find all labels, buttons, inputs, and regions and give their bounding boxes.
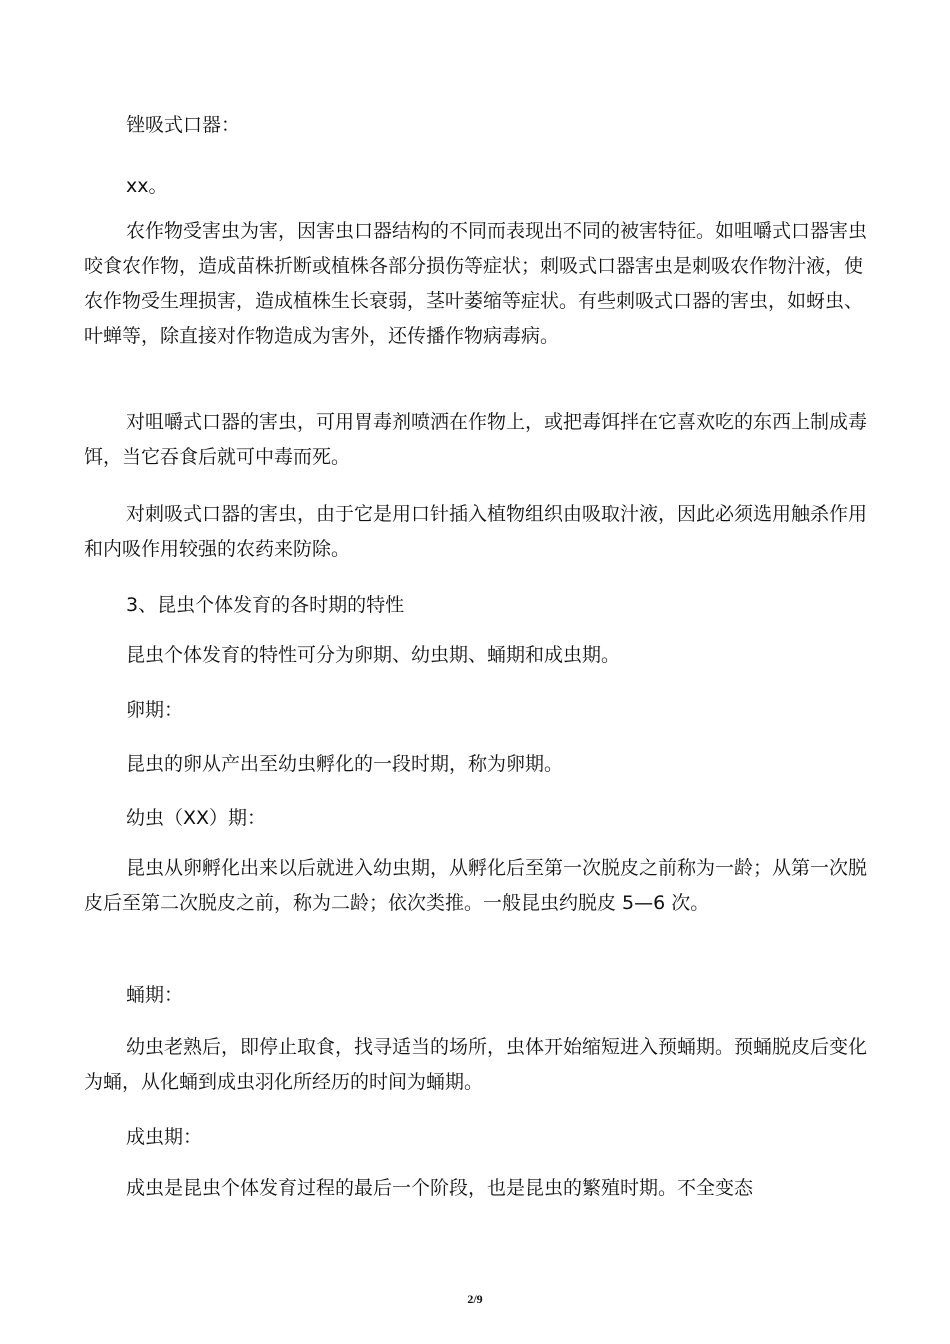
- heading-larva-stage: 幼虫（XX）期：: [126, 807, 267, 829]
- paragraph-damage-characteristics: 农作物受害虫为害，因害虫口器结构的不同而表现出不同的被害特征。如咀嚼式口器害虫咬食农作物，造成苗株折断或植株各部分损伤等症状；刺吸式口器害虫是刺吸农作物汁液，使农作物受生理损害，造成植株生长衰弱，茎叶萎缩等症状。有些刺吸式口器的害虫，如蚜虫、叶蝉等，除直接对作物造成为害外，还传播作物病毒病。: [84, 220, 868, 347]
- paragraph-chewing-control: 对咀嚼式口器的害虫，可用胃毒剂喷洒在作物上，或把毒饵拌在它喜欢吃的东西上制成毒饵，当它吞食后就可中毒而死。: [84, 411, 868, 468]
- heading-egg-stage: 卵期：: [126, 699, 184, 721]
- paragraph-sucking-control: 对刺吸式口器的害虫，由于它是用口针插入植物组织由吸取汁液，因此必须选用触杀作用和内吸作用较强的农药来防除。: [84, 503, 868, 560]
- page-number: 2/9: [467, 1292, 483, 1306]
- paragraph-larva-stage: 昆虫从卵孵化出来以后就进入幼虫期，从孵化后至第一次脱皮之前称为一龄；从第一次脱皮后至第二次脱皮之前，称为二龄；依次类推。一般昆虫约脱皮 5—6 次。: [84, 857, 868, 914]
- section-heading-development: 3、昆虫个体发育的各时期的特性: [126, 594, 405, 616]
- paragraph-heading-rasping-mouthparts: 锉吸式口器：: [126, 114, 241, 136]
- heading-pupa-stage: 蛹期：: [126, 984, 184, 1006]
- paragraph-xx: xx。: [126, 175, 168, 197]
- heading-adult-stage: 成虫期：: [126, 1126, 203, 1148]
- paragraph-adult-stage: 成虫是昆虫个体发育过程的最后一个阶段，也是昆虫的繁殖时期。不全变态: [126, 1177, 754, 1199]
- paragraph-stages: 昆虫个体发育的特性可分为卵期、幼虫期、蛹期和成虫期。: [126, 644, 621, 666]
- paragraph-pupa-stage: 幼虫老熟后，即停止取食，找寻适当的场所，虫体开始缩短进入预蛹期。预蛹脱皮后变化为蛹，从化蛹到成虫羽化所经历的时间为蛹期。: [84, 1036, 868, 1093]
- paragraph-egg-stage: 昆虫的卵从产出至幼虫孵化的一段时期，称为卵期。: [126, 753, 564, 775]
